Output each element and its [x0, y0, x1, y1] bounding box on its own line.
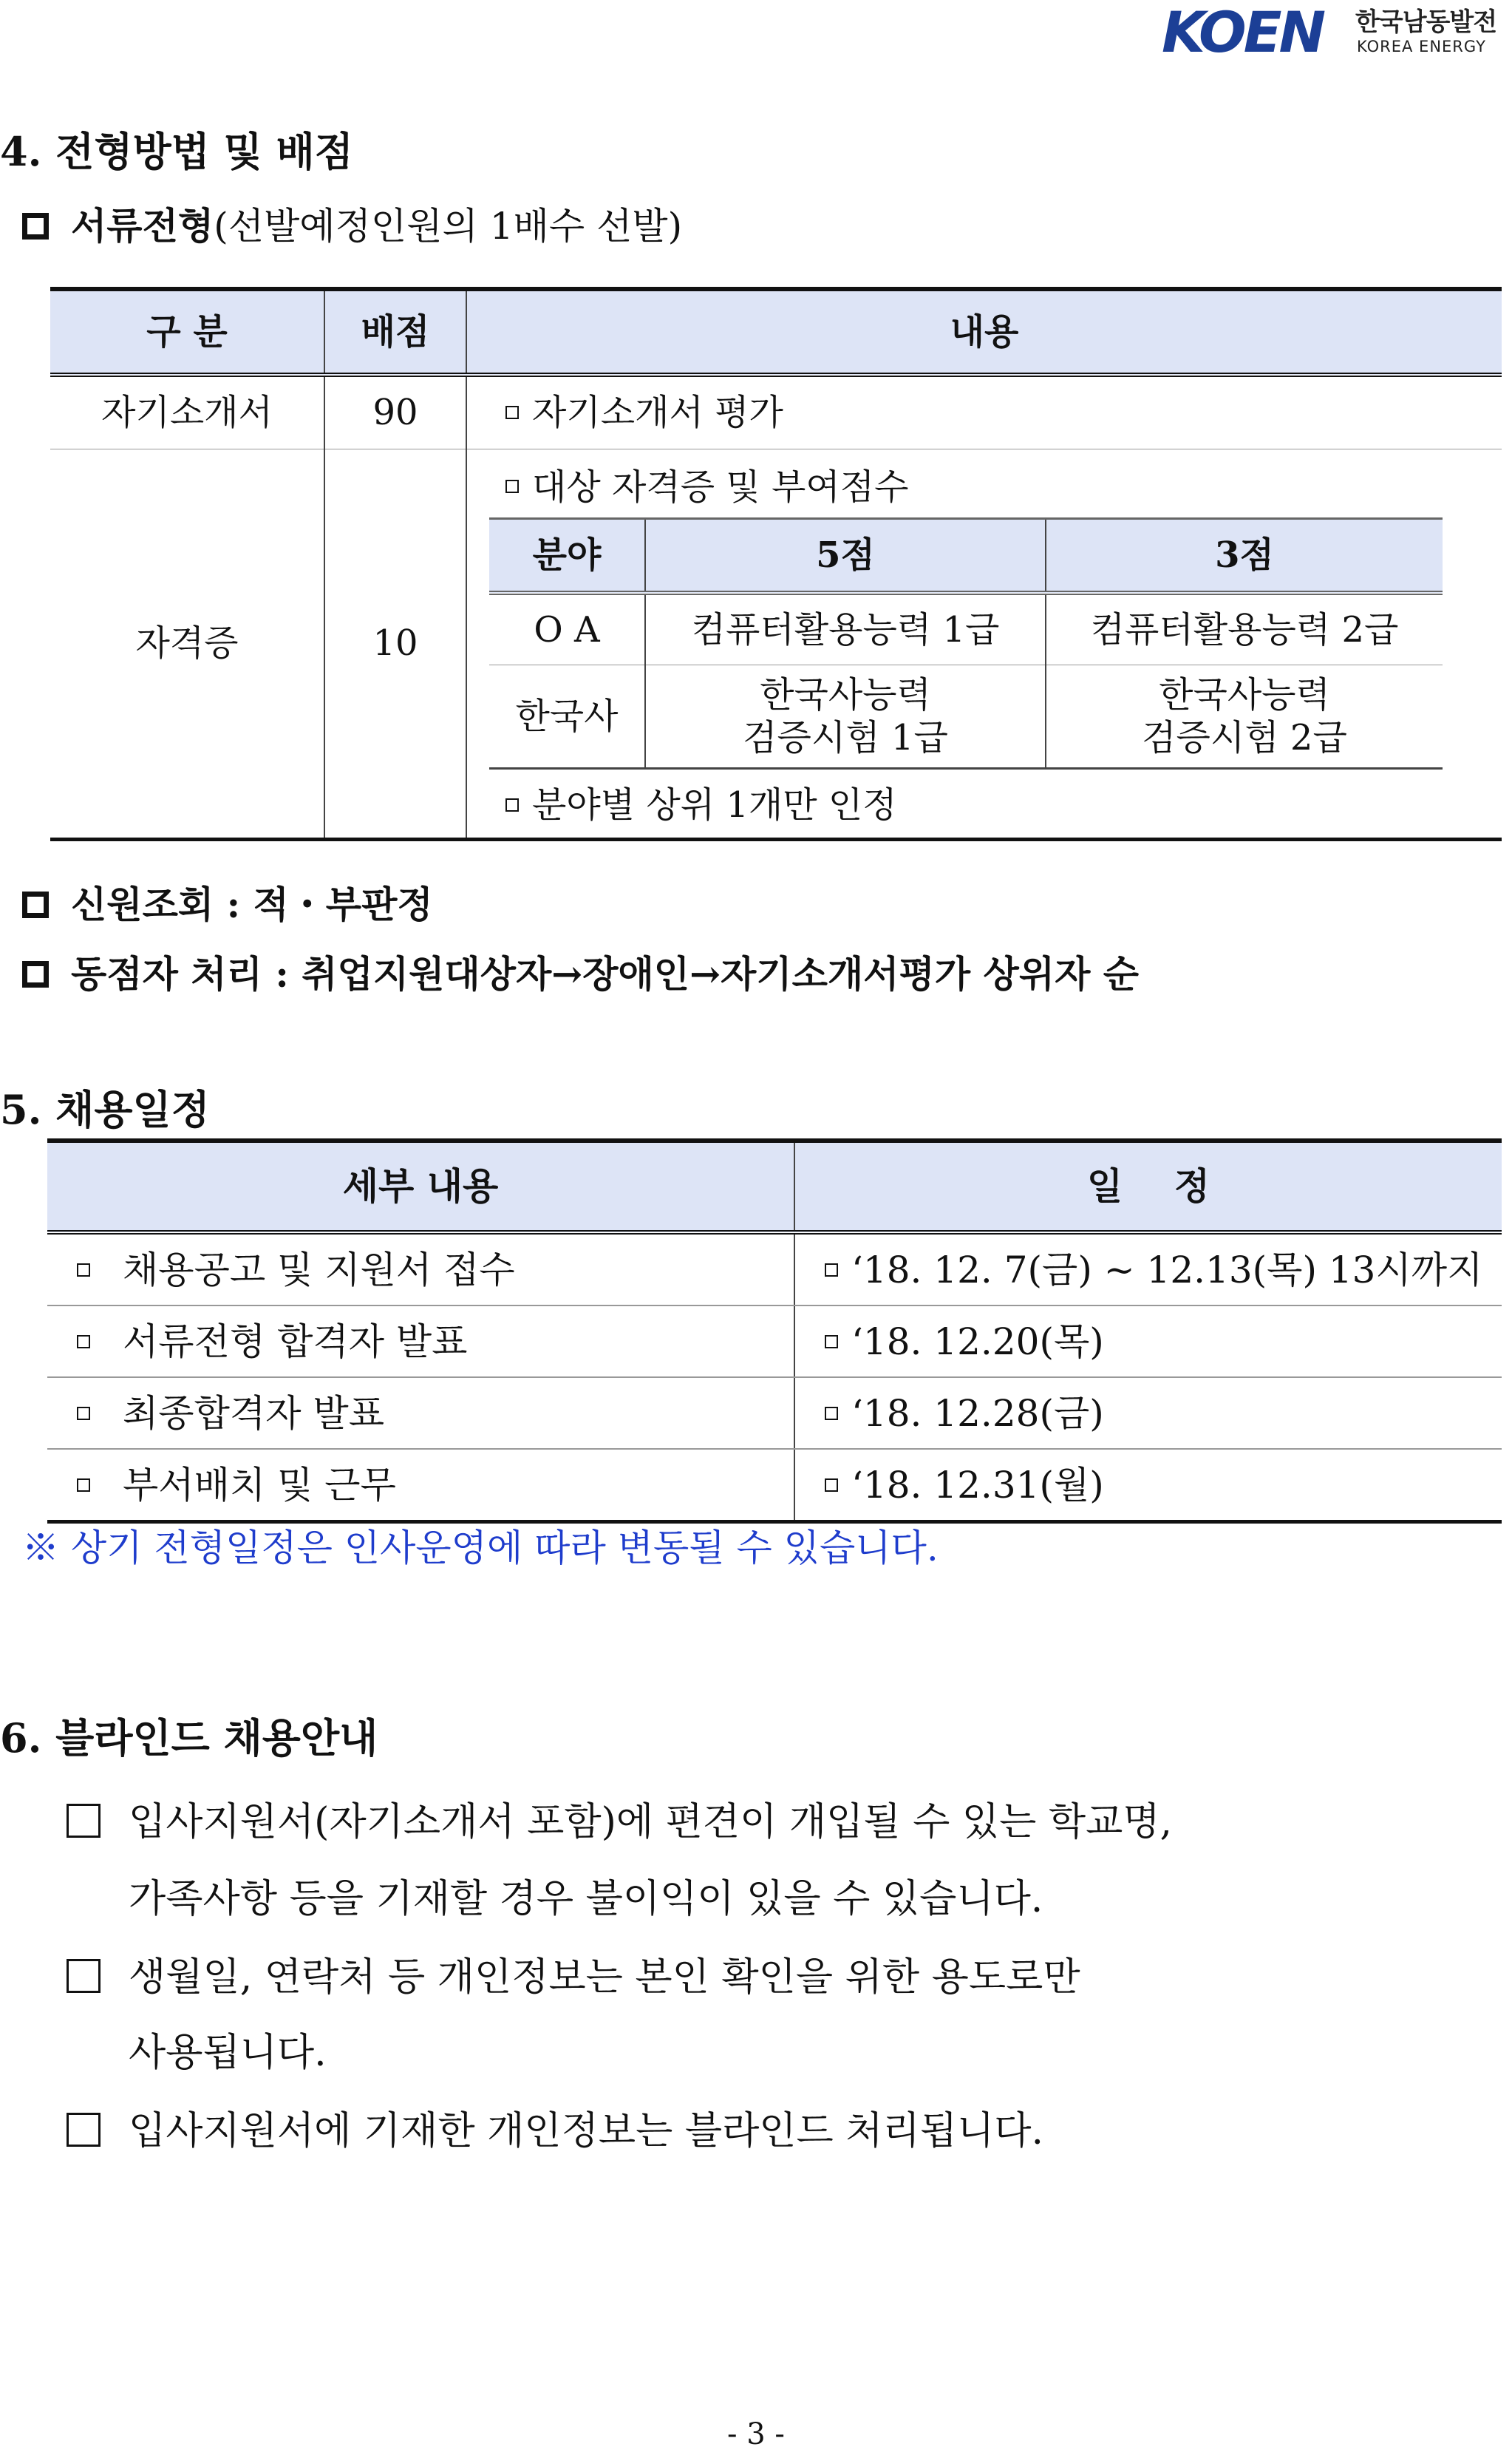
schedule-item: [47, 1449, 794, 1522]
section5-title: 5. 채용일정: [0, 1086, 210, 1133]
tie-rule-label: 동점자 처리: [71, 952, 262, 996]
cert-header-row: [489, 518, 1443, 593]
cert-header-field: 분야: [489, 518, 645, 593]
empty-checkbox-icon: [67, 1959, 101, 1993]
bullet-square-icon: [77, 1263, 90, 1277]
logo-name-en: KOREA ENERGY: [1357, 38, 1486, 55]
schedule-date: [794, 1377, 1502, 1449]
content-text: 자기소개서 평가: [532, 392, 783, 434]
blind-item-2-cont: 사용됩니다.: [129, 2031, 327, 2075]
schedule-item-text: 채용공고 및 지원서 접수: [123, 1248, 515, 1291]
logo-mark: KOEN: [1162, 0, 1324, 65]
blind-item-1-line1: 입사지원서(자기소개서 포함)에 편견이 개입될 수 있는 학교명,: [129, 1800, 1173, 1844]
cert-three-line1: 한국사능력: [1159, 674, 1330, 716]
cert-three: 컴퓨터활용능력 2급: [1046, 593, 1443, 665]
bullet-square-icon: [505, 798, 519, 812]
table-row: [47, 1449, 1502, 1522]
schedule-date: [794, 1305, 1502, 1377]
bullet-square-icon: [77, 1335, 90, 1348]
schedule-item: [47, 1377, 794, 1449]
blind-item-2-line1: 생월일, 연락처 등 개인정보는 본인 확인을 위한 용도로만: [129, 1955, 1080, 2000]
schedule-date: [794, 1232, 1502, 1305]
company-logo: [1162, 0, 1509, 65]
doc-screening-note: (선발예정인원의 1배수 선발): [214, 205, 683, 248]
table-header-row: [47, 1141, 1502, 1232]
cert-header-five: 5점: [645, 518, 1046, 593]
cert-field: 한국사: [489, 665, 645, 769]
cert-footnote: [467, 770, 1502, 829]
cert-five-line2: 검증시험 1급: [743, 717, 948, 758]
schedule-table: [47, 1138, 1502, 1524]
schedule-item: [47, 1232, 794, 1305]
cert-intro: [467, 457, 1502, 517]
background-check-label: 신원조회: [71, 883, 214, 926]
cell-score: 90: [324, 375, 466, 449]
tie-rule-line: [22, 951, 1139, 998]
doc-screening-label: 서류전형: [71, 204, 214, 248]
bullet-square-icon: [77, 1407, 90, 1420]
schedule-date-text: ‘18. 12.20(목): [851, 1320, 1104, 1363]
blind-item-3: [67, 2105, 1043, 2157]
cert-three-line2: 검증시험 2급: [1142, 717, 1347, 758]
schedule-item-text: 최종합격자 발표: [123, 1391, 384, 1435]
table-row: [47, 1305, 1502, 1377]
bullet-square-icon: [825, 1335, 838, 1348]
header-category: 구 분: [50, 289, 324, 375]
cert-footnote-text: 분야별 상위 1개만 인정: [532, 784, 897, 826]
table-row: [47, 1232, 1502, 1305]
bullet-square-icon: [77, 1478, 90, 1492]
schedule-note: ※ 상기 전형일정은 인사운영에 따라 변동될 수 있습니다.: [22, 1527, 939, 1569]
cert-five-line1: 한국사능력: [760, 674, 931, 716]
bullet-square-icon: [505, 480, 519, 493]
schedule-item: [47, 1305, 794, 1377]
schedule-item-text: 부서배치 및 근무: [123, 1463, 396, 1507]
checkbox-icon: [22, 961, 49, 988]
cell-content: [466, 375, 1502, 449]
table-header-row: [50, 289, 1502, 375]
background-check-value: : 적・부판정: [214, 883, 433, 926]
header-date: 일 정: [794, 1141, 1502, 1232]
blind-item-1-cont: 가족사항 등을 기재할 경우 불이익이 있을 수 있습니다.: [129, 1877, 1043, 1921]
table-row: [489, 593, 1443, 665]
table-row: [489, 665, 1443, 769]
cert-field: O A: [489, 593, 645, 665]
cert-three: [1046, 665, 1443, 769]
logo-name-ko: 한국남동발전: [1355, 7, 1497, 37]
cell-content: [466, 449, 1502, 840]
schedule-date-text: ‘18. 12.31(월): [851, 1463, 1104, 1507]
blind-item-2: [67, 1952, 1080, 2003]
cell-category: 자격증: [50, 449, 324, 840]
background-check-line: [22, 881, 433, 928]
blind-item-1: [67, 1796, 1172, 1848]
schedule-date: [794, 1449, 1502, 1522]
cert-intro-text: 대상 자격증 및 부여점수: [532, 466, 909, 508]
screening-table: [50, 287, 1502, 841]
bullet-square-icon: [505, 406, 519, 419]
cert-table: [489, 517, 1443, 770]
schedule-item-text: 서류전형 합격자 발표: [123, 1320, 468, 1363]
bullet-square-icon: [825, 1263, 838, 1277]
schedule-date-text: ‘18. 12.28(금): [851, 1391, 1104, 1435]
section4-title: 4. 전형방법 및 배점: [0, 128, 353, 175]
schedule-date-text: ‘18. 12. 7(금) ~ 12.13(목) 13시까지: [851, 1248, 1483, 1291]
page-number: - 3 -: [727, 2417, 785, 2451]
doc-screening-line: [22, 203, 682, 250]
cell-category: 자기소개서: [50, 375, 324, 449]
header-item: 세부 내용: [47, 1141, 794, 1232]
table-row: [50, 375, 1502, 449]
table-row: [47, 1377, 1502, 1449]
bullet-square-icon: [825, 1478, 838, 1492]
cell-score: 10: [324, 449, 466, 840]
cert-five: [645, 665, 1046, 769]
tie-rule-value: : 취업지원대상자→장애인→자기소개서평가 상위자 순: [262, 952, 1140, 996]
bullet-square-icon: [825, 1407, 838, 1420]
checkbox-icon: [22, 213, 49, 240]
empty-checkbox-icon: [67, 1804, 101, 1838]
checkbox-icon: [22, 892, 49, 918]
cert-five: 컴퓨터활용능력 1급: [645, 593, 1046, 665]
header-score: 배점: [324, 289, 466, 375]
table-row: [50, 449, 1502, 840]
section6-title: 6. 블라인드 채용안내: [0, 1714, 378, 1762]
blind-item-3-line1: 입사지원서에 기재한 개인정보는 블라인드 처리됩니다.: [129, 2109, 1043, 2153]
empty-checkbox-icon: [67, 2113, 101, 2147]
cert-header-three: 3점: [1046, 518, 1443, 593]
header-content: 내용: [466, 289, 1502, 375]
